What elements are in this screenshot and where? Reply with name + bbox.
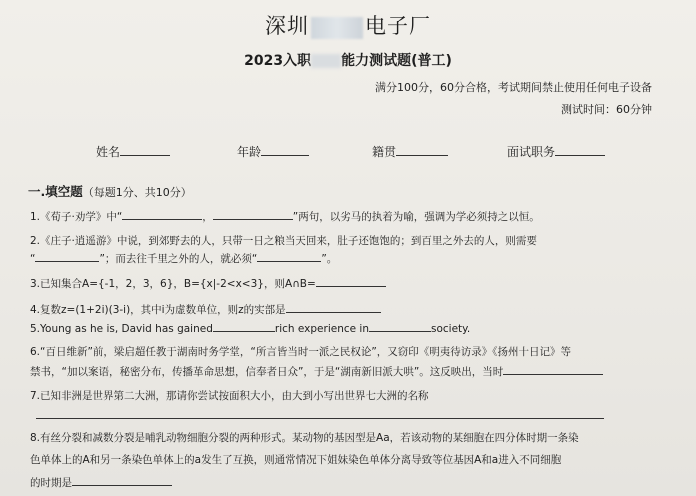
q3-text: 3.已知集合A={-1，2，3，6}，B={x|-2<x<3}，则A∩B=: [30, 278, 316, 290]
blurred-subtitle-text: [311, 54, 341, 68]
q8-blank: [72, 474, 172, 486]
q5-text-a: 5.Young as he is, David has gained: [30, 323, 213, 335]
q8-text-a: 8.有丝分裂和减数分裂是哺乳动物细胞分裂的两种形式。某动物的基因型是Aa，若该动物的某细胞在四分体时期一条染: [30, 432, 579, 444]
question-4: [30, 301, 381, 319]
section-heading: [28, 182, 192, 200]
q2-text-c: ”；而去往千里之外的人，就必须“: [99, 253, 258, 265]
q1-blank-2: [213, 208, 293, 220]
q7-answer-line: [36, 418, 604, 419]
question-1: [30, 208, 540, 226]
q4-blank: [286, 301, 381, 313]
blurred-company-name: [311, 17, 363, 39]
origin-field: [372, 143, 448, 160]
subtitle-left: 2023入职: [244, 53, 312, 69]
exam-subtitle: [0, 50, 696, 70]
q1-text-b: ，: [202, 211, 213, 223]
question-2-line-2: [30, 250, 337, 268]
q5-text-b: rich experience in: [274, 323, 369, 335]
name-field: [96, 143, 170, 160]
q4-text: 4.复数z=(1+2i)(3-i)，其中i为虚数单位，则z的实部是: [30, 304, 286, 316]
question-5: [30, 320, 470, 338]
question-8-line-3: [30, 474, 172, 492]
position-field: [507, 143, 605, 160]
title-right: 电子厂: [365, 14, 431, 38]
question-7: [30, 388, 429, 405]
position-blank: [555, 144, 605, 156]
section-note: （每题1分、共10分）: [82, 186, 192, 199]
age-label: 年龄: [237, 145, 262, 159]
question-2-line-1: [30, 233, 537, 250]
q2-text-a: 2.《庄子·逍遥游》中说，到郊野去的人，只带一日之粮当天回来，肚子还饱饱的；到百里之外去的人，则需要: [30, 235, 537, 247]
q1-text-c: ”两句，以劣马的执着为喻，强调为学必须持之以恒。: [292, 211, 540, 223]
question-8-line-1: [30, 430, 579, 447]
q6-text-a: 6.“百日维新”前，梁启超任教于湖南时务学堂，“所言皆当时一派之民权论”，又窃印《明夷待访录》《扬州十日记》等: [30, 346, 572, 358]
origin-label: 籍贯: [372, 145, 397, 159]
question-6-line-2: [30, 363, 603, 381]
q2-blank-2: [257, 250, 321, 262]
title-left: 深圳: [265, 14, 309, 38]
q5-text-c: society.: [431, 323, 471, 335]
q6-text-b: 禁书，“加以案语，秘密分布，传播革命思想，信奉者日众”，于是“湖南新旧派大哄”。这反映出，当时: [30, 366, 504, 378]
q3-blank: [316, 275, 386, 287]
q2-text-d: ”。: [321, 253, 338, 265]
q6-blank: [503, 363, 603, 375]
question-6-line-1: [30, 344, 571, 361]
document-title: [0, 10, 696, 40]
subtitle-right: 能力测试题(普工): [341, 53, 452, 69]
exam-rules: 满分100分，60分合格，考试期间禁止使用任何电子设备: [375, 81, 652, 94]
q1-blank-1: [122, 208, 202, 220]
name-blank: [120, 144, 170, 156]
exam-time: 测试时间：60分钟: [561, 103, 652, 116]
age-blank: [261, 144, 309, 156]
q2-blank-1: [35, 250, 99, 262]
origin-blank: [396, 144, 448, 156]
section-title: 一.填空题: [28, 184, 83, 199]
question-8-line-2: [30, 452, 561, 469]
q8-text-c: 的时期是: [30, 477, 72, 489]
q7-text: 7.已知非洲是世界第二大洲，那请你尝试按面积大小，由大到小写出世界七大洲的名称: [30, 390, 429, 402]
position-label: 面试职务: [507, 145, 556, 159]
name-label: 姓名: [96, 145, 121, 159]
q5-blank-1: [213, 320, 275, 332]
q1-text-a: 1.《荀子·劝学》中“: [30, 211, 123, 223]
q5-blank-2: [369, 320, 431, 332]
q8-text-b: 色单体上的A和另一条染色单体上的a发生了互换，则通常情况下姐妹染色单体分离导致等位基因A和a进入不同细胞: [30, 454, 562, 466]
question-3: [30, 275, 386, 293]
q2-text-b: “: [30, 253, 36, 265]
age-field: [237, 143, 309, 160]
